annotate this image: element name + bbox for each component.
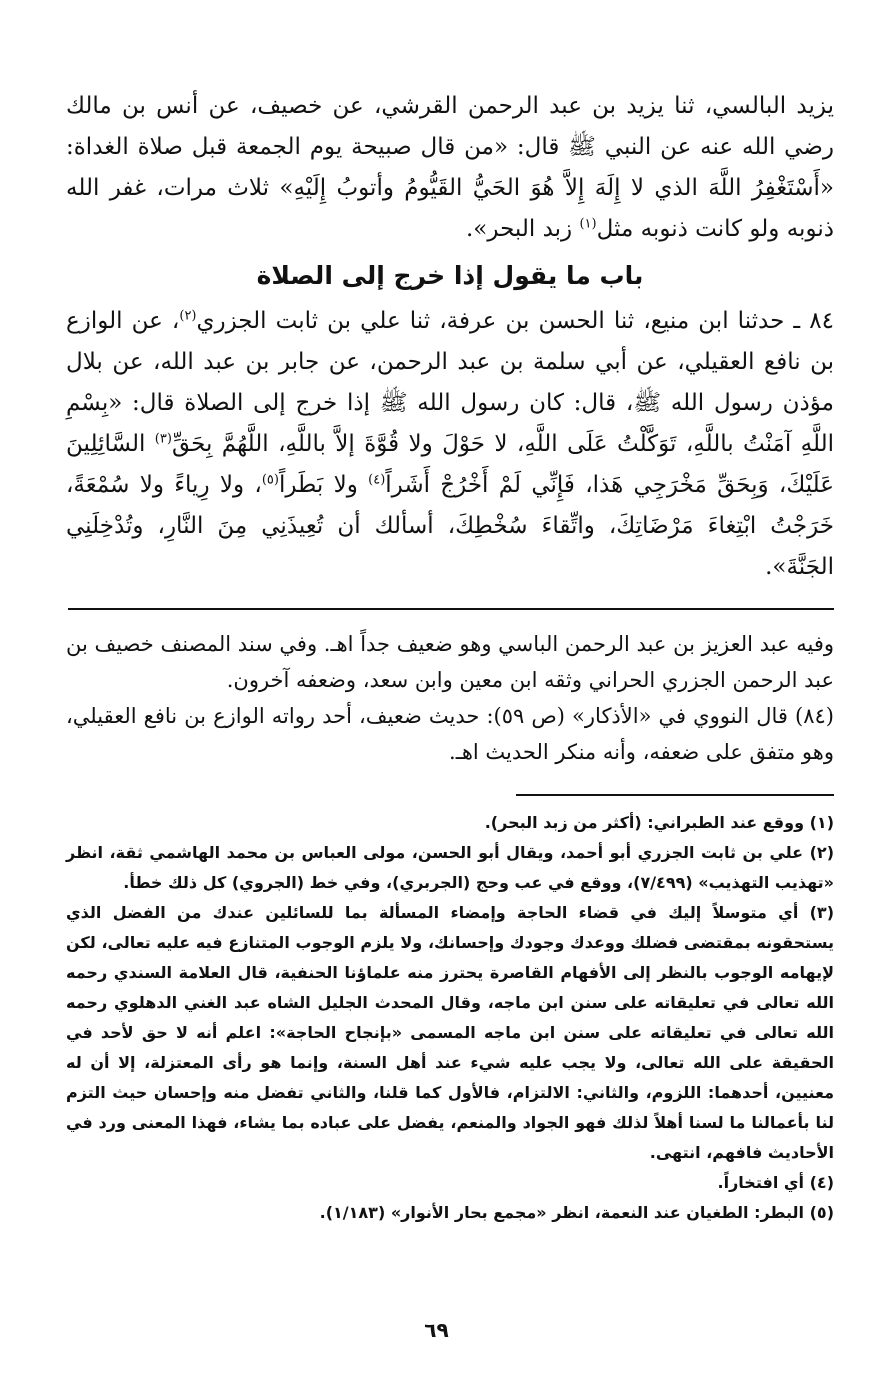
footnote-ref-2: (٢) xyxy=(179,308,197,324)
commentary-2: (٨٤) قال النووي في «الأذكار» (ص ٥٩): حديث ضعيف، أحد رواته الوازع بن نافع العقيلي، وهو متفق على ضعفه، وأنه منكر الحديث اهـ. xyxy=(66,704,834,764)
commentary xyxy=(66,626,834,770)
p2-text-c: السَّائِلِينَ عَلَيْكَ، وَبِحَقِّ مَخْرَجِي هَذا، فَإِنِّي لَمْ أَخْرُجْ أَشَراً xyxy=(66,431,834,498)
main-paragraph-1 xyxy=(66,86,834,250)
p2-text-e: ، ولا رِياءً ولا سُمْعَةً، خَرَجْتُ ابْتِغاءَ مَرْضَاتِكَ، واتِّقاءَ سُخْطِكَ، أسألك أن تُعِيذَنِي مِنَ النَّارِ، وتُدْخِلَنِي الجَنَّةَ». xyxy=(66,472,834,580)
footnote-ref-1: (١) xyxy=(579,216,597,232)
page-body xyxy=(66,86,834,1228)
footnote-4: (٤) أي افتخاراً. xyxy=(717,1173,834,1192)
section-heading: باب ما يقول إذا خرج إلى الصلاة xyxy=(256,261,644,290)
main-paragraph-2 xyxy=(66,301,834,588)
p1-end: زبد البحر». xyxy=(466,216,580,242)
p2-text-a: ٨٤ ـ حدثنا ابن منيع، ثنا الحسن بن عرفة، ثنا علي بن ثابت الجزري xyxy=(196,308,834,334)
main-text xyxy=(66,86,834,588)
footnotes xyxy=(66,808,834,1228)
footnote-ref-4: (٤) xyxy=(368,472,386,488)
page-number: ٦٩ xyxy=(424,1318,449,1342)
footnote-1: (١) ووقع عند الطبراني: (أكثر من زبد البحر). xyxy=(484,813,834,832)
commentary-1: وفيه عبد العزيز بن عبد الرحمن الباسي وهو ضعيف جداً اهـ. وفي سند المصنف خصيف بن عبد الرحمن الجزري الحراني وثقه ابن معين وابن سعد، وضعفه آخرون. xyxy=(66,632,834,692)
footnote-ref-5: (٥) xyxy=(261,472,279,488)
p2-text-d: ولا بَطَراً xyxy=(278,472,369,498)
p1-text: يزيد البالسي، ثنا يزيد بن عبد الرحمن القرشي، عن خصيف، عن أنس بن مالك رضي الله عنه عن النبي ﷺ قال: «من قال صبيحة يوم الجمعة قبل صلاة الغداة: «أَسْتَغْفِرُ اللَّهَ الذي لا إِلَهَ إِلاَّ هُوَ الحَيُّ القَيُّومُ وأتوبُ إِلَيْهِ» ثلاث مرات، غفر الله ذنوبه ولو كانت ذنوبه مثل xyxy=(66,93,834,242)
footnote-separator xyxy=(516,794,834,796)
p2-text-b: ، عن الوازع بن نافع العقيلي، عن أبي سلمة بن عبد الرحمن، عن جابر بن عبد الله، عن بلال مؤذن رسول الله ﷺ، قال: كان رسول الله ﷺ إذا خرج إلى الصلاة قال: «بِسْمِ اللَّهِ آمَنْتُ باللَّهِ، تَوَكَّلْتُ عَلَى اللَّهِ، لا حَوْلَ ولا قُوَّةَ إلاَّ باللَّهِ، اللَّهُمَّ بِحَقِّ xyxy=(66,308,834,457)
footnote-3: (٣) أي متوسلاً إليك في قضاء الحاجة وإمضاء المسألة بما للسائلين عندك من الفضل الذي يستحقونه بمقتضى فضلك ووعدك وجودك وإحسانك، ولا يلزم الوجوب المتنازع فيه عليه تعالى، لكن لإيهامه الوجوب بالنظر إلى الأفهام القاصرة يحترز منه علماؤنا الحنفية، قال العلامة السندي رحمه الله تعالى في تعليقاته على سنن ابن ماجه، وقال المحدث الجليل الشاه عبد الغني الدهلوي رحمه الله تعالى في تعليقاته على سنن ابن ماجه المسمى «بإنجاح الحاجة»: اعلم أنه لا حق لأحد في الحقيقة على الله تعالى، ولا يجب عليه شيء عند أهل السنة، وإنما هو رأى المعتزلة، إلا أن له معنيين، أحدهما: اللزوم، والثاني: الالتزام، فالأول كما قلنا، والثاني تفضل منه وإحسان حيث التزم لنا بأعمالنا ما لسنا أهلاً لذلك فهو الجواد والمنعم، يفضل على عباده بما يشاء، فهذا المعنى ورد في الأحاديث فافهم، انتهى. xyxy=(66,903,834,1162)
footnote-5: (٥) البطر: الطغيان عند النعمة، انظر «مجمع بحار الأنوار» (١/١٨٣). xyxy=(319,1203,834,1222)
footnote-ref-3: (٣) xyxy=(154,431,172,447)
footnote-2: (٢) علي بن ثابت الجزري أبو أحمد، ويقال أبو الحسن، مولى العباس بن محمد الهاشمي ثقة، انظر «تهذيب التهذيب» (٧/٤٩٩)، ووقع في عب وحج (الجربري)، وفي خط (الجروي) كل ذلك خطأ. xyxy=(66,843,834,892)
main-separator xyxy=(68,608,834,610)
